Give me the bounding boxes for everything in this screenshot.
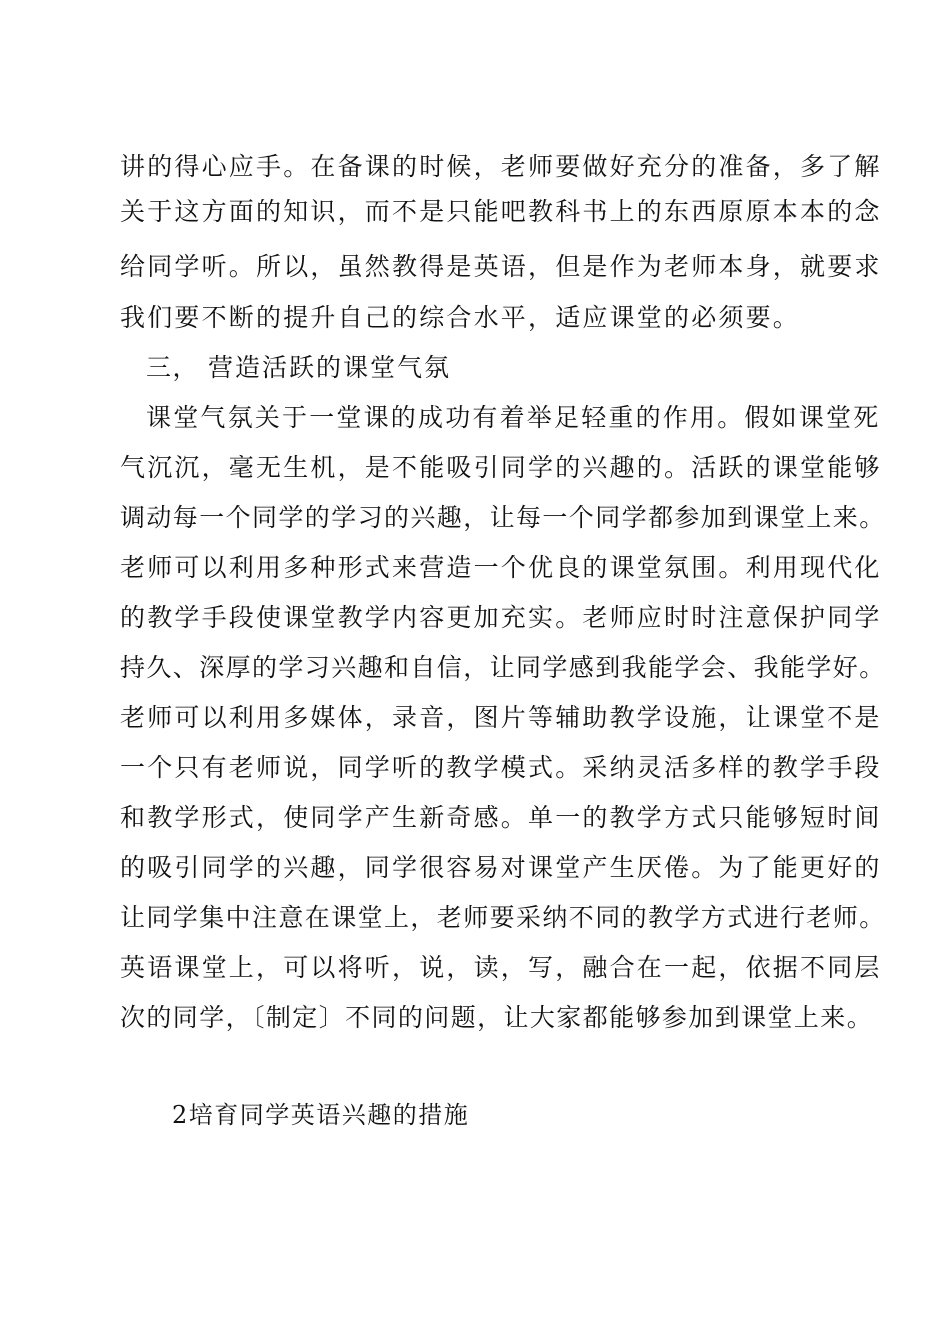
paragraph-1-line-1: 讲的得心应手。在备课的时候，老师要做好充分的准备，多了解	[120, 152, 882, 181]
paragraph-2-line-5: 的教学手段使课堂教学内容更加充实。老师应时时注意保护同学	[120, 603, 882, 632]
paragraph-1-line-3: 给同学听。所以，虽然教得是英语，但是作为老师本身，就要求	[120, 252, 882, 281]
paragraph-2-line-8: 一个只有老师说，同学听的教学模式。采纳灵活多样的教学手段	[120, 753, 882, 782]
paragraph-1-line-2: 关于这方面的知识，而不是只能吧教科书上的东西原原本本的念	[120, 197, 882, 226]
paragraph-2-line-10: 的吸引同学的兴趣，同学很容易对课堂产生厌倦。为了能更好的	[120, 853, 882, 882]
paragraph-2-line-2: 气沉沉，毫无生机，是不能吸引同学的兴趣的。活跃的课堂能够	[120, 453, 882, 482]
section-3-number: 三，	[146, 353, 200, 382]
paragraph-2-line-13: 次的同学，〔制定〕不同的问题，让大家都能够参加到课堂上来。	[120, 1003, 874, 1032]
paragraph-1-line-4: 我们要不断的提升自己的综合水平，适应课堂的必须要。	[120, 303, 801, 332]
paragraph-2-line-7: 老师可以利用多媒体，录音，图片等辅助教学设施，让课堂不是	[120, 703, 882, 732]
section-2-heading: 2培育同学英语兴趣的措施	[172, 1101, 470, 1129]
paragraph-2-line-1: 课堂气氛关于一堂课的成功有着举足轻重的作用。假如课堂死	[146, 403, 881, 432]
paragraph-2-line-12: 英语课堂上，可以将听，说，读，写，融合在一起，依据不同层	[120, 953, 882, 982]
paragraph-2-line-6: 持久、深厚的学习兴趣和自信，让同学感到我能学会、我能学好。	[120, 653, 886, 682]
paragraph-2-line-11: 让同学集中注意在课堂上，老师要采纳不同的教学方式进行老师。	[120, 903, 886, 932]
paragraph-2-line-4: 老师可以利用多种形式来营造一个优良的课堂氛围。利用现代化	[120, 553, 882, 582]
paragraph-2-line-9: 和教学形式，使同学产生新奇感。单一的教学方式只能够短时间	[120, 803, 882, 832]
section-3-title: 营造活跃的课堂气氛	[208, 353, 452, 382]
paragraph-2-line-3: 调动每一个同学的学习的兴趣，让每一个同学都参加到课堂上来。	[120, 503, 886, 532]
